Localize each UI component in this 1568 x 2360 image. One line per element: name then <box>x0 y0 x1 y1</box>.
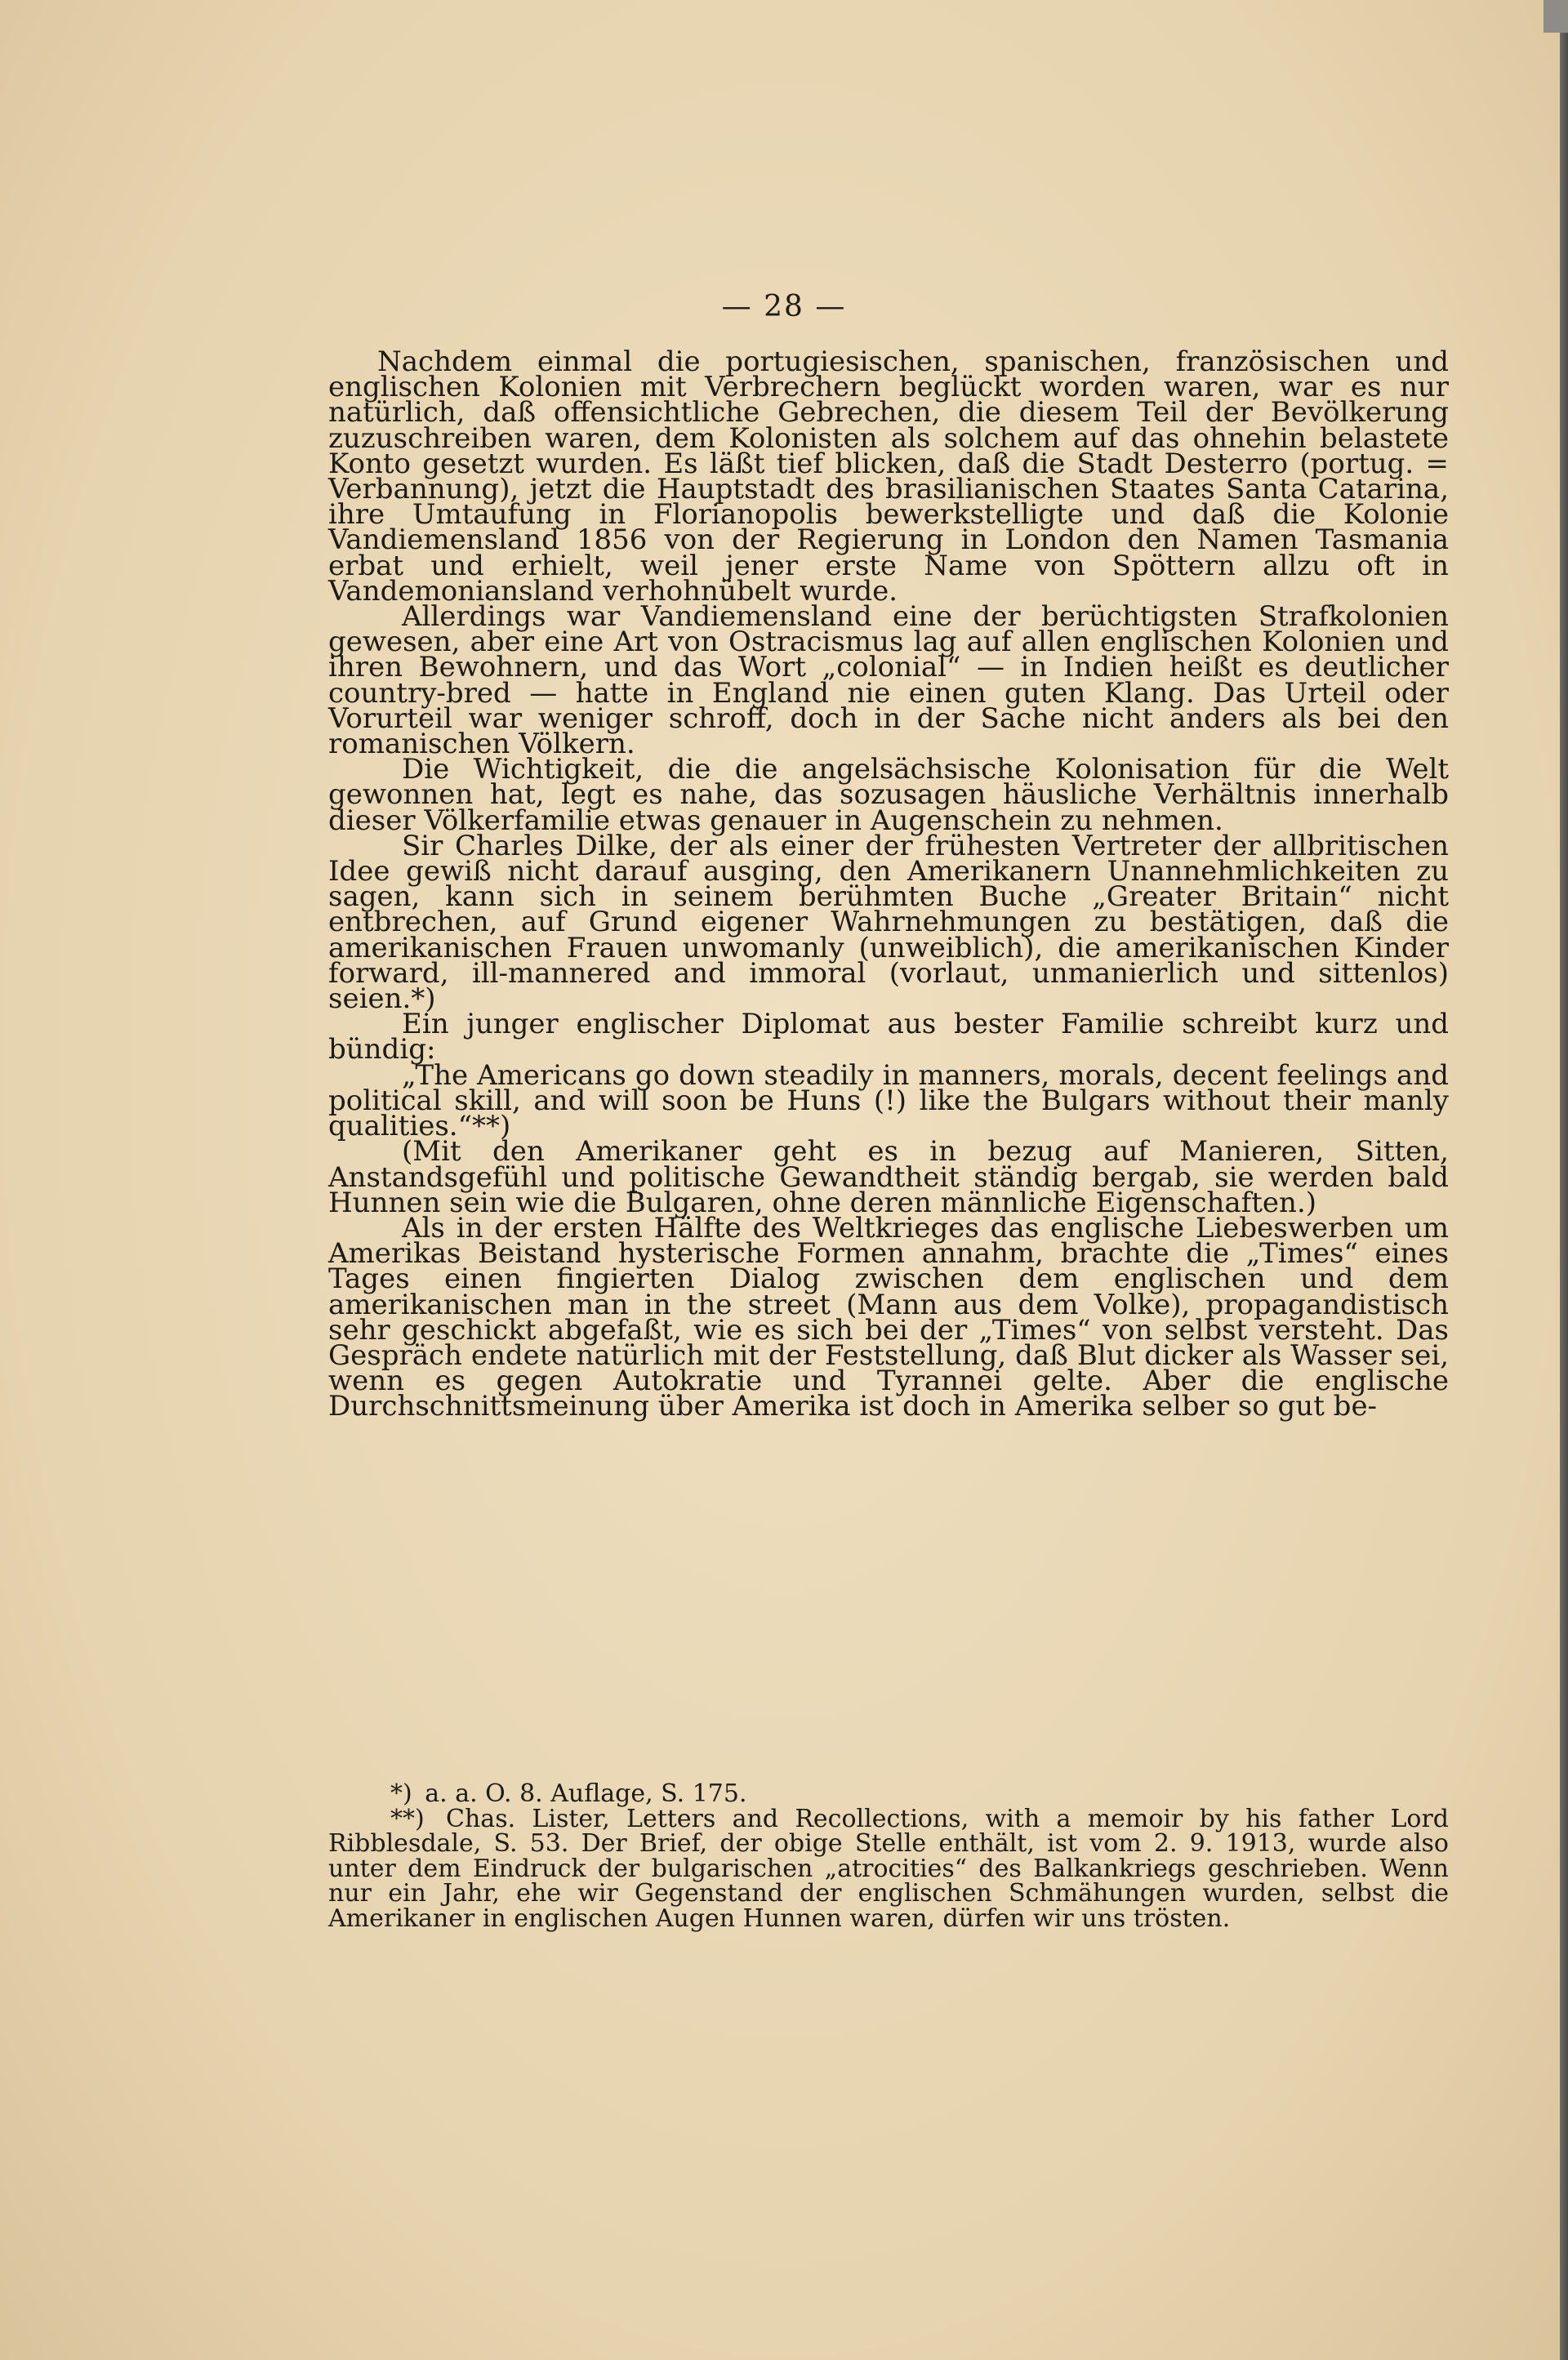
page-edge-tab <box>1544 0 1568 33</box>
paragraph: Als in der ersten Hälfte des Weltkrieges das englische Liebeswerben um Amerikas Beistand hysterische Formen annahm, brachte die „Times“ eines Tages einen fingierten Dialog zwischen dem englischen und dem amerikanischen man in the street (Mann aus dem Volke), propagandistisch sehr geschickt abgefaßt, wie es sich bei der „Times“ von selbst versteht. Das Gespräch endete natürlich mit der Feststellung, daß Blut dicker als Wasser sei, wenn es gegen Autokratie und Tyrannei gelte. Aber die englische Durchschnittsmeinung über Amerika ist doch in Amerika selber so gut be- <box>328 1211 1449 1423</box>
page-edge-shadow <box>1560 0 1568 2360</box>
page-number: — 28 — <box>721 290 847 323</box>
paragraph: Ein junger englischer Diplomat aus bester Familie schreibt kurz und bündig: <box>328 1008 1449 1066</box>
body-text <box>328 345 1449 1423</box>
footnotes <box>328 1779 1449 1933</box>
quote-translation: (Mit den Amerikaner geht es in bezug auf Manieren, Sitten, Anstandsgefühl und politische Gewandtheit ständig bergab, sie werden bald Hunnen sein wie die Bulgaren, ohne deren männliche Eigenschaften.) <box>328 1135 1449 1219</box>
paragraph: Allerdings war Vandiemensland eine der berüchtigsten Strafkolonien gewesen, aber eine Art von Ostracismus lag auf allen englischen Kolonien und ihren Bewohnern, und das Wort „colonial“ — in Indien heißt es deutlicher country-bred — hatte in England nie einen guten Klang. Das Urteil oder Vorurteil war weniger schroff, doch in der Sache nicht anders als bei den romanischen Völkern. <box>328 600 1449 761</box>
footnote <box>328 1779 1449 1808</box>
english-quote: „The Americans go down steadily in manners, morals, decent feelings and political skill, and will soon be Huns (!) like the Bulgars without their manly qualities.“**) <box>328 1058 1449 1143</box>
footnote-text: a. a. O. 8. Auflage, S. 175. <box>425 1779 747 1808</box>
footnote-mark: *) <box>390 1779 412 1808</box>
footnote-mark: **) <box>390 1804 425 1833</box>
footnote-text: Chas. Lister, Letters and Recollections, with a memoir by his father Lord Ribblesdale, S. 53. Der Brief, der obige Stelle enthält, ist vom 2. 9. 1913, wurde also unter dem Eindruck der bulgarischen „atrocities“ des Balkankriegs geschrieben. Wenn nur ein Jahr, ehe wir Gegenstand der englischen Schmähungen wurden, selbst die Amerikaner in englischen Augen Hunnen waren, dürfen wir uns trösten. <box>328 1804 1449 1933</box>
paragraph: Die Wichtigkeit, die die angelsächsische Kolonisation für die Welt gewonnen hat, legt es nahe, das sozusagen häusliche Verhältnis innerhalb dieser Völkerfamilie etwas genauer in Augenschein zu nehmen. <box>328 753 1449 837</box>
paragraph: Nachdem einmal die portugiesischen, spanischen, französischen und englischen Kolonien mit Verbrechern beglückt worden waren, war es nur natürlich, daß offensichtliche Gebrechen, die diesem Teil der Bevölkerung zuzuschreiben waren, dem Kolonisten als solchem auf das ohnehin belastete Konto gesetzt wurden. Es läßt tief blicken, daß die Stadt Desterro (portug. = Verbannung), jetzt die Hauptstadt des brasilianischen Staates Santa Catarina, ihre Umtaufung in Florianopolis bewerkstelligte und daß die Kolonie Vandiemensland 1856 von der Regierung in London den Namen Tasmania erbat und erhielt, weil jener erste Name von Spöttern allzu oft in Vandemoniansland verhohnübelt wurde. <box>328 345 1449 608</box>
paragraph: Sir Charles Dilke, der als einer der frühesten Vertreter der allbritischen Idee gewiß nicht darauf ausging, den Amerikanern Unannehmlichkeiten zu sagen, kann sich in seinem berühmten Buche „Greater Britain“ nicht entbrechen, auf Grund eigener Wahrnehmungen zu bestätigen, daß die amerikanischen Frauen unwomanly (unweiblich), die amerikanischen Kinder forward, ill-mannered and immoral (vorlaut, unmanierlich und sittenlos) seien.*) <box>328 829 1449 1016</box>
footnote <box>328 1804 1449 1933</box>
